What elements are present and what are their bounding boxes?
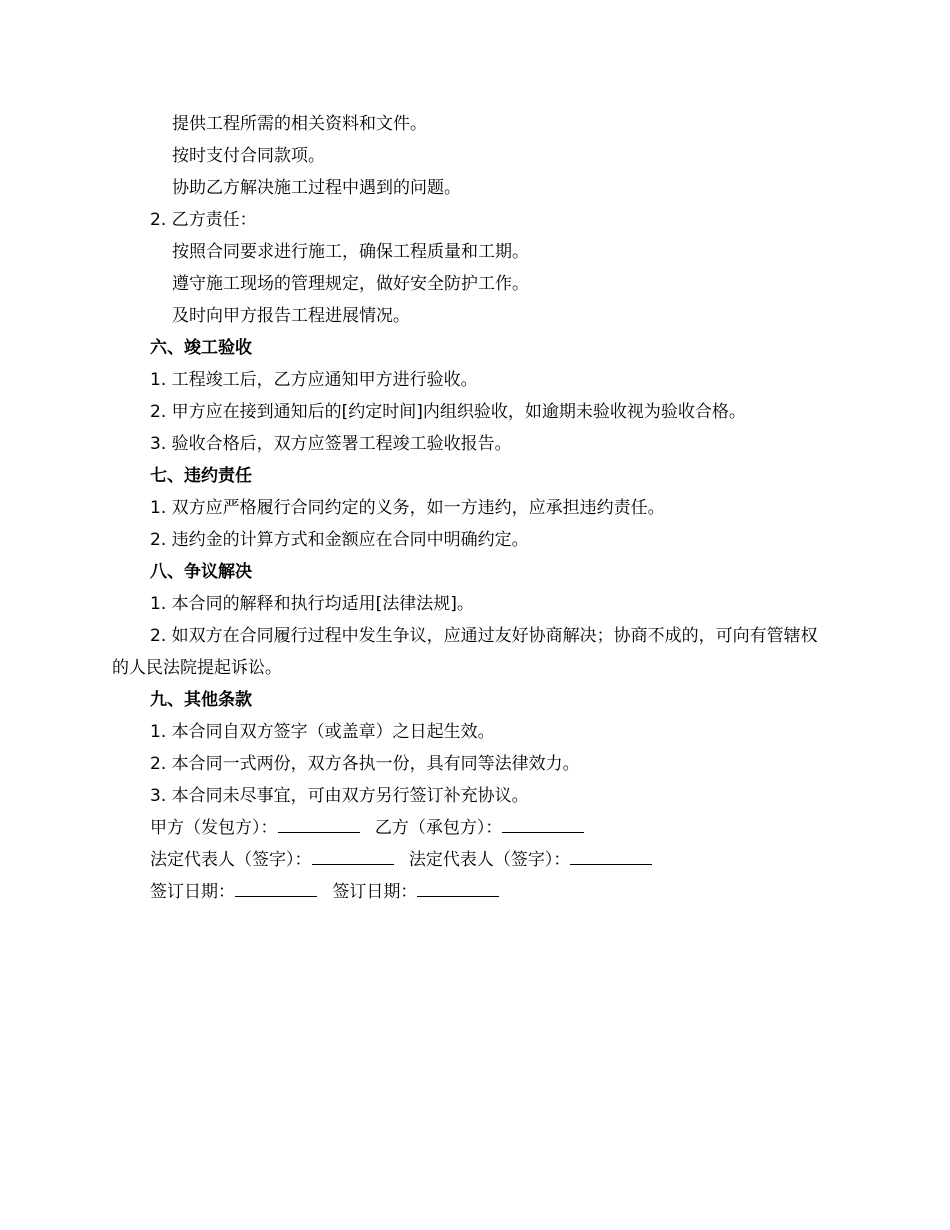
party-a-duty-3: 协助乙方解决施工过程中遇到的问题。 xyxy=(172,178,461,198)
date-b-label: 签订日期： xyxy=(332,882,418,902)
party-b-duty-3: 及时向甲方报告工程进展情况。 xyxy=(172,306,410,326)
section-7-item-1: 1. 双方应严格履行合同约定的义务，如一方违约，应承担违约责任。 xyxy=(150,498,665,518)
party-a-duty-1: 提供工程所需的相关资料和文件。 xyxy=(172,114,427,134)
section-6-item-1: 1. 工程竣工后，乙方应通知甲方进行验收。 xyxy=(150,370,478,390)
party-a-duty-2: 按时支付合同款项。 xyxy=(172,146,325,166)
rep-a-label: 法定代表人（签字）： xyxy=(150,850,312,870)
rep-b-blank xyxy=(570,846,652,865)
section-6-item-3: 3. 验收合格后，双方应签署工程竣工验收报告。 xyxy=(150,434,512,454)
section-7-title: 七、违约责任 xyxy=(150,466,252,486)
section-9-item-2: 2. 本合同一式两份，双方各执一份，具有同等法律效力。 xyxy=(150,754,580,774)
date-a-label: 签订日期： xyxy=(150,882,235,902)
rep-a-blank xyxy=(312,846,394,865)
section-6-title: 六、竣工验收 xyxy=(150,338,252,358)
party-b-heading: 2. 乙方责任： xyxy=(150,210,257,230)
section-9-item-1: 1. 本合同自双方签字（或盖章）之日起生效。 xyxy=(150,722,495,742)
date-b-blank xyxy=(417,878,499,897)
party-b-blank xyxy=(502,814,584,833)
party-a-label: 甲方（发包方）： xyxy=(150,818,278,838)
contract-body xyxy=(112,108,842,908)
section-6-item-2: 2. 甲方应在接到通知后的[约定时间]内组织验收，如逾期未验收视为验收合格。 xyxy=(150,402,746,422)
party-b-label: 乙方（承包方）： xyxy=(374,818,503,838)
section-9-title: 九、其他条款 xyxy=(150,690,252,710)
rep-b-label: 法定代表人（签字）： xyxy=(408,850,571,870)
section-7-item-2: 2. 违约金的计算方式和金额应在合同中明确约定。 xyxy=(150,530,529,550)
signature-row-representatives xyxy=(112,844,842,876)
section-8-item-1: 1. 本合同的解释和执行均适用[法律法规]。 xyxy=(150,594,474,614)
section-8-title: 八、争议解决 xyxy=(150,562,252,582)
party-a-blank xyxy=(278,814,360,833)
signature-row-dates xyxy=(112,876,842,908)
section-9-item-3: 3. 本合同未尽事宜，可由双方另行签订补充协议。 xyxy=(150,786,529,806)
party-b-duty-2: 遵守施工现场的管理规定，做好安全防护工作。 xyxy=(172,274,529,294)
date-a-blank xyxy=(235,878,317,897)
signature-row-parties xyxy=(112,812,842,844)
party-b-duty-1: 按照合同要求进行施工，确保工程质量和工期。 xyxy=(172,242,529,262)
section-8-item-2: 2. 如双方在合同履行过程中发生争议，应通过友好协商解决；协商不成的，可向有管辖权的人民法院提起诉讼。 xyxy=(112,626,818,678)
